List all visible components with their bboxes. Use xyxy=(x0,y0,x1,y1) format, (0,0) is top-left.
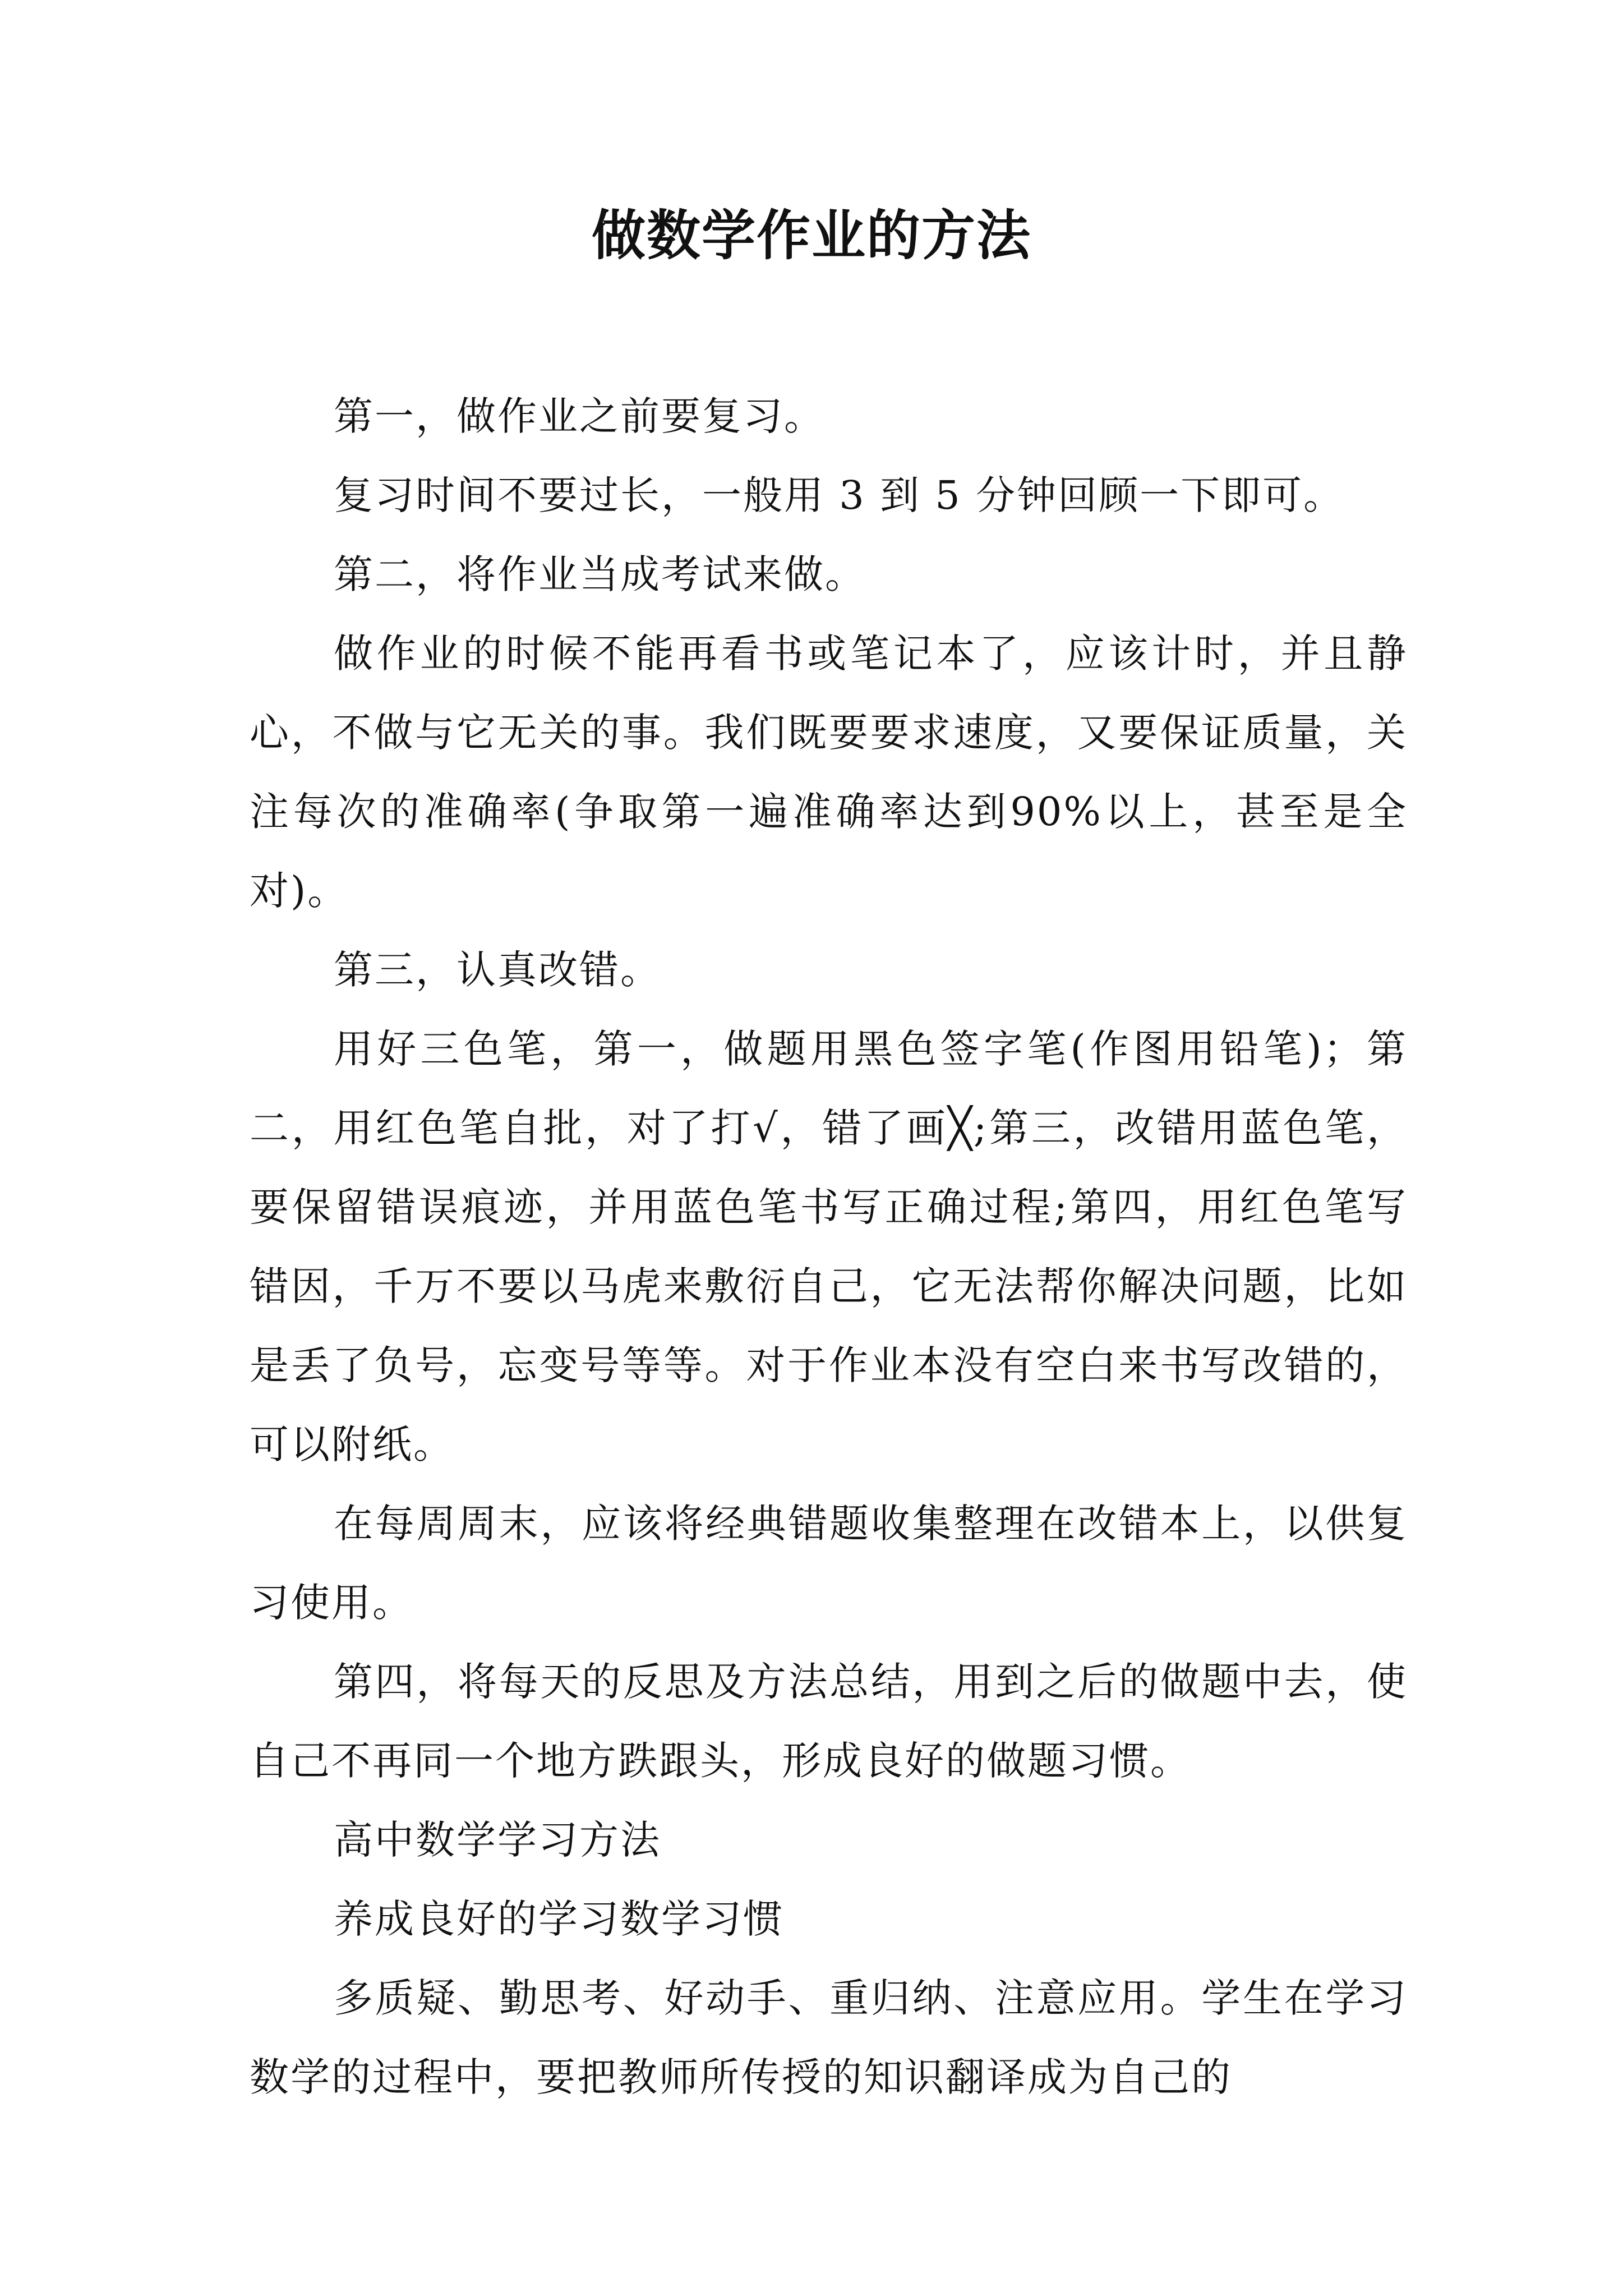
document-title: 做数学作业的方法 xyxy=(592,204,1031,267)
paragraph-review-time: 复习时间不要过长，一般用 3 到 5 分钟回顾一下即可。 xyxy=(334,472,1345,518)
paragraph-weekly-review: 在每周周末，应该将经典错题收集整理在改错本上，以供复习使用。 xyxy=(250,1501,1408,1626)
paragraph-step-two: 第二，将作业当成考试来做。 xyxy=(334,551,866,597)
paragraph-step-three: 第三，认真改错。 xyxy=(334,947,661,993)
paragraph-heading-methods: 高中数学学习方法 xyxy=(334,1817,661,1863)
document-body xyxy=(250,377,1408,2117)
paragraph-step-one: 第一，做作业之前要复习。 xyxy=(334,393,825,439)
paragraph-heading-habits: 养成良好的学习数学习惯 xyxy=(334,1896,784,1942)
paragraph-exam-mode: 做作业的时候不能再看书或笔记本了，应该计时，并且静心，不做与它无关的事。我们既要要求速度，又要保证质量，关注每次的准确率(争取第一遍准确率达到90%以上，甚至是全对)。 xyxy=(250,631,1408,914)
paragraph-step-four: 第四，将每天的反思及方法总结，用到之后的做题中去，使自己不再同一个地方跌跟头，形成良好的做题习惯。 xyxy=(250,1659,1408,1784)
paragraph-three-color-pens: 用好三色笔，第一，做题用黑色签字笔(作图用铅笔)；第二，用红色笔自批，对了打√，错了画╳;第三，改错用蓝色笔，要保留错误痕迹，并用蓝色笔书写正确过程;第四，用红色笔写错因，千万不要以马虎来敷衍自己，它无法帮你解决问题，比如是丢了负号，忘变号等等。对于作业本没有空白来书写改错的，可以附纸。 xyxy=(250,1026,1408,1467)
paragraph-habits-detail: 多质疑、勤思考、好动手、重归纳、注意应用。学生在学习数学的过程中，要把教师所传授的知识翻译成为自己的 xyxy=(250,1975,1408,2100)
